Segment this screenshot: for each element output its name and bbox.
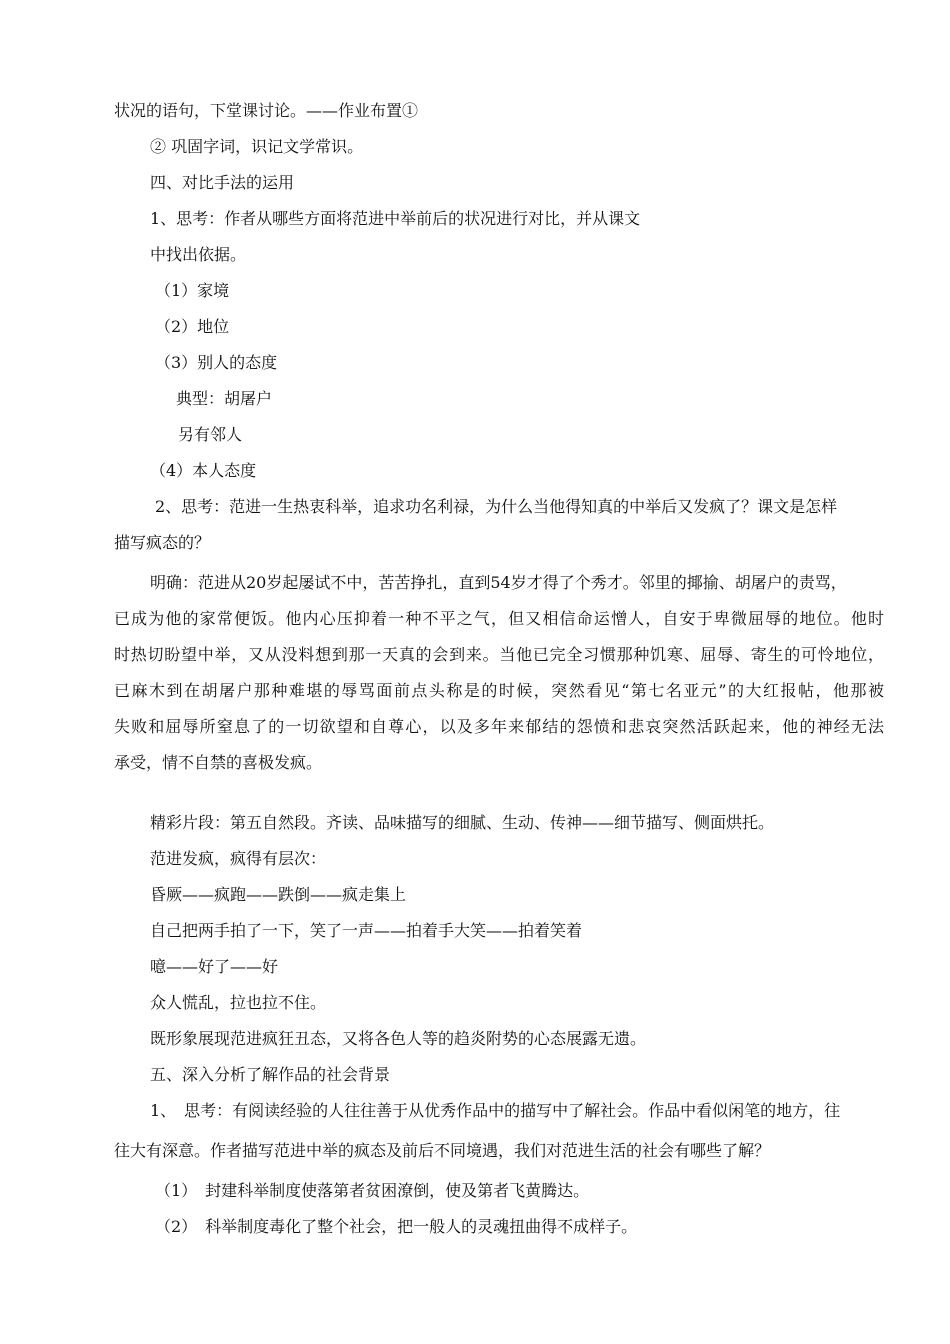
text-line: 自己把两手拍了一下，笑了一声——拍着手大笑——拍着笑着 <box>150 921 583 940</box>
text-line: 已成为他的家常便饭。他内心压抑着一种不平之气，但又相信命运憎人，自安于卑微屈辱的地位。他时 <box>114 609 884 628</box>
text-line: 时热切盼望中举，又从没料想到那一天真的会到来。当他已完全习惯那种饥寒、屈辱、寄生的可怜地位， <box>114 645 884 664</box>
text-line: 失败和屈辱所窒息了的一切欲望和自尊心，以及多年来郁结的怨愤和悲哀突然活跃起来，他的神经无法 <box>114 717 884 736</box>
text-line: 昏厥——疯跑——跌倒——疯走集上 <box>150 885 407 904</box>
list-item: （2） 科举制度毒化了整个社会，把一般人的灵魂扭曲得不成样子。 <box>155 1217 638 1236</box>
text-line: 1、 思考：有阅读经验的人往往善于从优秀作品中的描写中了解社会。作品中看似闲笔的地方，往 <box>150 1101 841 1120</box>
text-line: 众人慌乱，拉也拉不住。 <box>150 993 327 1012</box>
text-line: ② 巩固字词，识记文学常识。 <box>150 137 364 156</box>
text-line: 既形象展现范进疯狂丑态，又将各色人等的趋炎附势的心态展露无遗。 <box>150 1029 647 1048</box>
text-line: 噫——好了——好 <box>150 957 279 976</box>
text-line: 另有邻人 <box>178 425 243 444</box>
list-item: （2）地位 <box>155 317 230 336</box>
text-line: 典型：胡屠户 <box>176 389 273 408</box>
text-line: 精彩片段：第五自然段。齐读、品味描写的细腻、生动、传神——细节描写、侧面烘托。 <box>150 813 775 832</box>
text-line: 状况的语句，下堂课讨论。——作业布置① <box>114 101 419 120</box>
text-line: 2、思考：范进一生热衷科举，追求功名利禄，为什么当他得知真的中举后又发疯了？课文是怎样 <box>155 497 838 516</box>
text-line: 往大有深意。作者描写范进中举的疯态及前后不同境遇，我们对范进生活的社会有哪些了解？ <box>114 1141 771 1160</box>
text-line: 中找出依据。 <box>150 245 247 264</box>
section-heading: 四、对比手法的运用 <box>150 173 295 192</box>
list-item: （3）别人的态度 <box>155 353 278 372</box>
text-line: 描写疯态的？ <box>114 533 211 552</box>
text-line: 范进发疯，疯得有层次： <box>150 849 327 868</box>
text-line: 1、思考：作者从哪些方面将范进中举前后的状况进行对比，并从课文 <box>150 209 641 228</box>
text-line: 明确：范进从20岁起屡试不中，苦苦挣扎，直到54岁才得了个秀才。邻里的揶揄、胡屠户的责骂， <box>150 573 847 592</box>
list-item: （1） 封建科举制度使落第者贫困潦倒，使及第者飞黄腾达。 <box>155 1181 590 1200</box>
text-line: 已麻木到在胡屠户那种难堪的辱骂面前点头称是的时候，突然看见“第七名亚元”的大红报帖，他那被 <box>114 681 884 700</box>
list-item: （1）家境 <box>155 281 230 300</box>
section-heading: 五、深入分析了解作品的社会背景 <box>150 1065 391 1084</box>
text-line: 承受，情不自禁的喜极发疯。 <box>114 753 323 772</box>
list-item: （4）本人态度 <box>150 461 257 480</box>
